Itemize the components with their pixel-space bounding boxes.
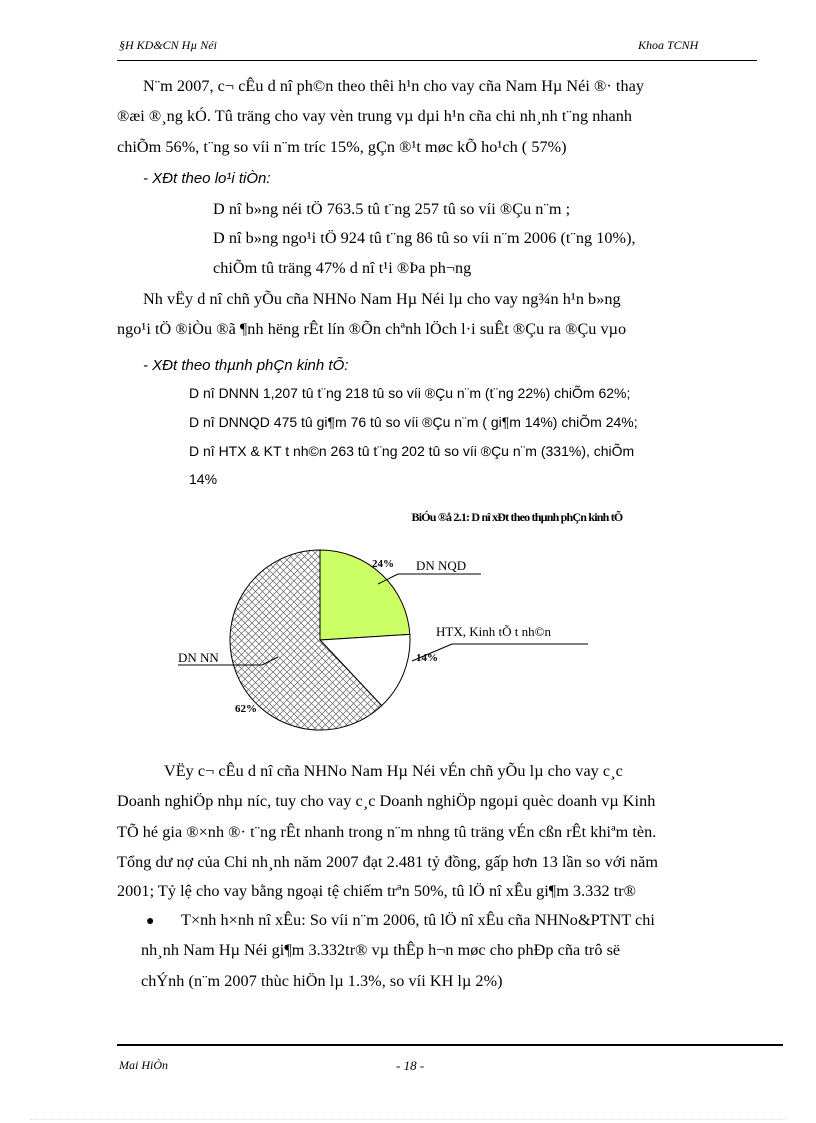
header-right: Khoa TCNH: [638, 38, 699, 52]
currency-line: D nî b»ng ngo¹i tÖ 924 tû t¨ng 86 tû so víi n¨m 2006 (t¨ng 10%),: [213, 229, 636, 247]
paragraph-line: ®æi ®¸ng kÓ. Tû träng cho vay vèn trung vµ dµi h¹n cña chi nh¸nh t¨ng nhanh: [117, 107, 633, 125]
page-edge: [30, 1119, 786, 1120]
paragraph-line: Doanh nghiÖp nhµ níc, tuy cho vay c¸c Doanh nghiÖp ngoµi quèc doanh vµ Kinh: [117, 792, 656, 810]
bullet-icon: ●: [146, 914, 155, 929]
paragraph-line: TÕ hé gia ®×nh ®· t¨ng rÊt nhanh trong n¨m nhng tû träng vÉn cßn rÊt khiªm tèn.: [117, 823, 657, 841]
legend-dnnqd: DN NQD: [416, 558, 467, 573]
legend-htx: HTX, Kinh tÕ t nh©n: [436, 624, 551, 639]
paragraph-line: Tổng dư nợ của Chi nh¸nh năm 2007 đạt 2.481 tỷ đồng, gấp hơn 13 lần so với năm: [117, 853, 659, 871]
page-number: - 18 -: [396, 1058, 425, 1073]
sector-line: D nî DNNN 1,207 tû t¨ng 218 tû so víi ®Çu n¨m (t¨ng 22%) chiÕm 62%;: [189, 385, 631, 401]
currency-line: chiÕm tû träng 47% d nî t¹i ®Þa ph¬ng: [213, 259, 472, 277]
paragraph-line: chiÕm 56%, t¨ng so víi n¨m tríc 15%, gÇn ®¹t møc kÕ ho¹ch ( 57%): [117, 138, 567, 156]
currency-heading: - XÐt theo lo¹i tiÒn:: [143, 170, 271, 187]
sector-line: D nî DNNQD 475 tû gi¶m 76 tû so víi ®Çu n¨m ( gi¶m 14%) chiÕm 24%;: [189, 414, 638, 430]
pct-htx: 14%: [416, 652, 438, 664]
sector-line: D nî HTX & KT t nh©n 263 tû t¨ng 202 tû so víi ®Çu n¨m (331%), chiÕm: [189, 443, 635, 459]
sector-line: 14%: [189, 471, 218, 487]
bullet-line: chÝnh (n¨m 2007 thùc hiÖn lµ 1.3%, so víi KH lµ 2%): [141, 972, 503, 990]
chart-title: BiÓu ®å 2.1: D nî xÐt theo thµnh phÇn kinh tÕ: [411, 510, 623, 524]
sector-heading: - XÐt theo thµnh phÇn kinh tÕ:: [143, 357, 349, 374]
pie-slice-dn-nqd: [320, 550, 410, 640]
footer-author: Mai HiÒn: [119, 1058, 168, 1072]
paragraph-line: 2001; Tỷ lệ cho vay bằng ngoại tệ chiếm trªn 50%, tû lÖ nî xÊu gi¶m 3.332 tr®: [117, 882, 637, 900]
header-left: §H KD&CN Hµ Néi: [119, 38, 217, 52]
bullet-line: T×nh h×nh nî xÊu: So víi n¨m 2006, tû lÖ nî xÊu cña NHNo&PTNT chi: [181, 911, 655, 929]
pct-dnnqd: 24%: [372, 558, 394, 570]
currency-line: D nî b»ng néi tÖ 763.5 tû t¨ng 257 tû so víi ®Çu n¨m ;: [213, 200, 571, 218]
paragraph-line: VËy c¬ cÊu d nî cña NHNo Nam Hµ Néi vÉn chñ yÕu lµ cho vay c¸c: [164, 762, 623, 780]
footer-rule: [117, 1044, 783, 1046]
pct-dnnn: 62%: [235, 703, 257, 715]
legend-dnnn: DN NN: [178, 650, 219, 665]
paragraph-line: Nh vËy d nî chñ yÕu cña NHNo Nam Hµ Néi lµ cho vay ng¾n h¹n b»ng: [143, 290, 621, 308]
paragraph-line: ngo¹i tÖ ®iÒu ®ã ¶nh hëng rÊt lín ®Õn chªnh lÖch l·i suÊt ®Çu ra ®Çu vµo: [117, 320, 627, 338]
bullet-line: nh¸nh Nam Hµ Néi gi¶m 3.332tr® vµ thÊp h¬n møc cho phÐp cña trô së: [141, 941, 621, 959]
paragraph-line: N¨m 2007, c¬ cÊu d nî ph©n theo thêi h¹n cho vay cña Nam Hµ Néi ®· thay: [143, 77, 644, 95]
